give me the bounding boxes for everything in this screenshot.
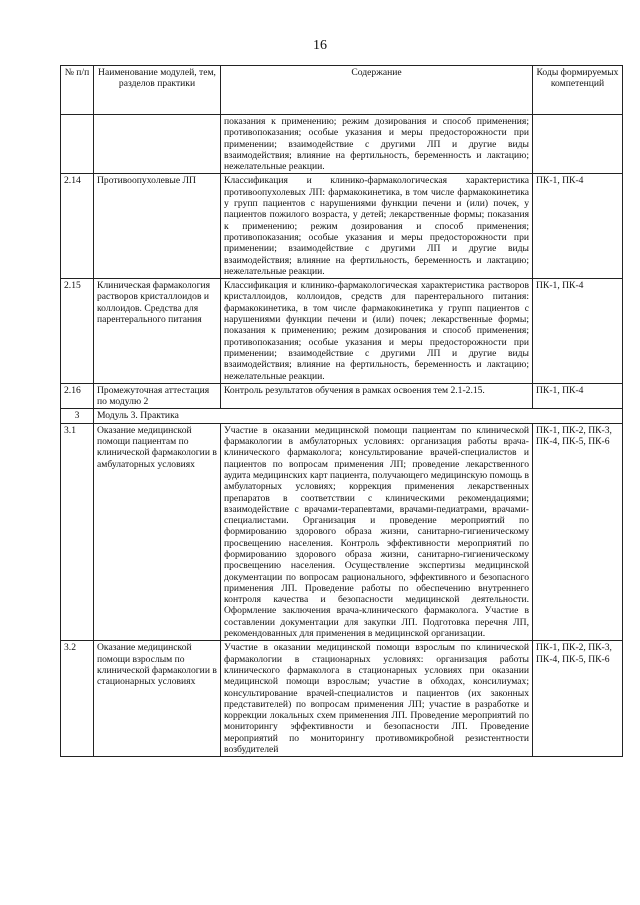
row-num: 2.14 — [61, 174, 94, 279]
row-content: Контроль результатов обучения в рамках освоения тем 2.1-2.15. — [221, 383, 533, 409]
row-num: 2.16 — [61, 383, 94, 409]
table-row — [61, 279, 623, 384]
row-content: Участие в оказании медицинской помощи пациентам по клинической фармакологии в амбулаторных условиях: организация работы врача-клинического фармаколога; консультирование врачей-специалистов и пациентов по вопросам применения ЛП; проведение лекарственного аудита медицинских карт пациента, получающего медицинскую помощь в амбулаторных условиях; коррекция применения лекарственных препаратов в соответствии с клиническими рекомендациями; взаимодействие с врачами-терапевтами, врачами-педиатрами, врачами-специалистами. Организация и проведение мероприятий по формированию здорового образа жизни, санитарно-гигиеническому просвещению населения. Контроль эффективности мероприятий по формированию здорового образа жизни, санитарно-гигиеническому просвещению населения. Осуществление экспертизы медицинской документации по вопросам рационального, эффективного и безопасного применения ЛП. Проведение работы по обеспечению внутреннего контроля качества и безопасности медицинской деятельности. Оформление заключения врача-клинического фармаколога. Участие в составлении документации для закупки ЛП. Подготовка перечня ЛП, рекомендованных для применения в медицинской организации. — [221, 423, 533, 641]
table-header-row — [61, 66, 623, 115]
module-header-row — [61, 409, 623, 423]
row-num: 2.15 — [61, 279, 94, 384]
header-num: № п/п — [61, 66, 94, 115]
row-codes: ПК-1, ПК-2, ПК-3, ПК-4, ПК-5, ПК-6 — [533, 423, 623, 641]
row-name — [94, 115, 221, 174]
page-number: 16 — [313, 38, 327, 53]
row-codes: ПК-1, ПК-2, ПК-3, ПК-4, ПК-5, ПК-6 — [533, 641, 623, 757]
module-title: Модуль 3. Практика — [94, 409, 623, 423]
row-content: Участие в оказании медицинской помощи взрослым по клинической фармакологии в стационарных условиях: организация работы клинического фармаколога в стационарных условиях при оказании медицинской помощи взрослым; участие в обходах, консилиумах; консультирование врачей-специалистов и пациентов (их законных представителей) по вопросам применения ЛП; участие в разработке и коррекции локальных схем применения ЛП. Проведение мероприятий по мониторингу эффективности и безопасности ЛП. Проведение мероприятий по мониторингу противомикробной резистентности возбудителей — [221, 641, 533, 757]
row-name: Оказание медицинской помощи взрослым по клинической фармакологии в стационарных условиях — [94, 641, 221, 757]
header-content: Содержание — [221, 66, 533, 115]
row-content: показания к применению; режим дозирования и способ применения; противопоказания; особые указания и меры предосторожности при применении; взаимодействие с другими ЛП и другие виды взаимодействия; влияние на фертильность, беременность и лактацию; нежелательные реакции. — [221, 115, 533, 174]
row-codes — [533, 115, 623, 174]
row-codes: ПК-1, ПК-4 — [533, 174, 623, 279]
row-num — [61, 115, 94, 174]
module-num: 3 — [61, 409, 94, 423]
row-content: Классификация и клинико-фармакологическая характеристика противоопухолевых ЛП: фармакокинетика, в том числе фармакокинетика у групп пациентов с нарушениями функции печени и (или) почек, у пациентов пожилого возраста, у детей; лекарственные формы; показания к применению; режим дозирования и способ применения; противопоказания; особые указания и меры предосторожности при применении; взаимодействие с другими ЛП и другие виды взаимодействия; влияние на фертильность, беременность и лактацию; нежелательные реакции. — [221, 174, 533, 279]
row-num: 3.1 — [61, 423, 94, 641]
table-row — [61, 174, 623, 279]
row-content: Классификация и клинико-фармакологическая характеристика растворов кристаллоидов, коллоидов, средств для парентерального питания: фармакокинетика, в том числе фармакокинетика у групп пациентов с нарушениями функции печени и (или) почек; лекарственные формы; показания к применению; режим дозирования и способ применения; противопоказания; особые указания и меры предосторожности при применении; взаимодействие с другими ЛП и другие виды взаимодействия; влияние на фертильность, беременность и лактацию; нежелательные реакции. — [221, 279, 533, 384]
table-row — [61, 383, 623, 409]
row-name: Противоопухолевые ЛП — [94, 174, 221, 279]
table-row — [61, 641, 623, 757]
row-num: 3.2 — [61, 641, 94, 757]
row-codes: ПК-1, ПК-4 — [533, 279, 623, 384]
curriculum-table — [60, 65, 623, 757]
row-codes: ПК-1, ПК-4 — [533, 383, 623, 409]
row-name: Промежуточная аттестация по модулю 2 — [94, 383, 221, 409]
header-codes: Коды формируемых компетенций — [533, 66, 623, 115]
row-name: Оказание медицинской помощи пациентам по клинической фармакологии в амбулаторных условиях — [94, 423, 221, 641]
row-name: Клиническая фармакология растворов кристаллоидов и коллоидов. Средства для парентерального питания — [94, 279, 221, 384]
table-row — [61, 115, 623, 174]
table-row — [61, 423, 623, 641]
header-name: Наименование модулей, тем, разделов практики — [94, 66, 221, 115]
